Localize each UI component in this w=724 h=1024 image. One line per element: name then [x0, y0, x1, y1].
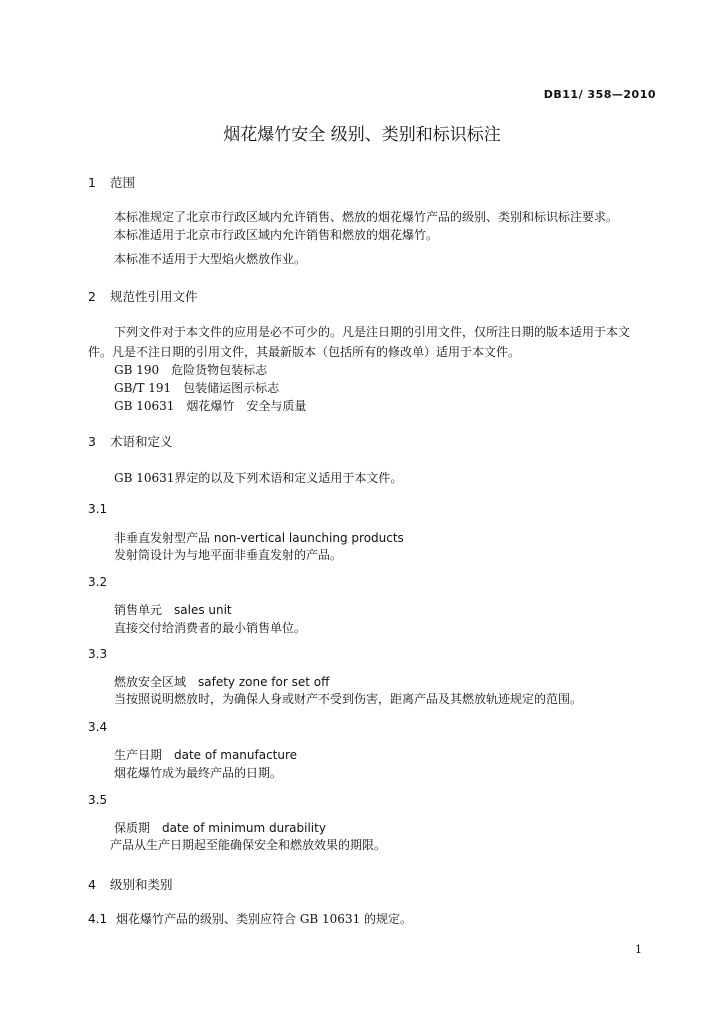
- term-definition: 当按照说明燃放时，为确保人身或财产不受到伤害，距离产品及其燃放轨迹规定的范围。: [114, 692, 583, 706]
- subsection-4-1: [88, 910, 412, 927]
- reference-item: GB 10631 烟花爆竹 安全与质量: [114, 399, 307, 413]
- section-4-heading: [88, 875, 173, 893]
- term-number: 3.2: [88, 575, 108, 589]
- reference-item: GB/T 191 包装储运图示标志: [114, 381, 280, 395]
- section-number: 3: [88, 434, 96, 449]
- section-1-paragraph-1: 本标准规定了北京市行政区域内允许销售、燃放的烟花爆竹产品的级别、类别和标识标注要求。: [114, 210, 619, 224]
- document-title: 烟花爆竹安全 级别、类别和标识标注: [223, 125, 501, 145]
- reference-item: GB 190 危险货物包装标志: [114, 363, 268, 377]
- section-title: 范围: [110, 175, 136, 190]
- section-title: 规范性引用文件: [110, 289, 198, 304]
- section-2-paragraph-line-1: 下列文件对于本文件的应用是必不可少的。凡是注日期的引用文件，仅所注日期的版本适用于本文: [114, 325, 631, 339]
- term-name: 销售单元 sales unit: [114, 603, 232, 617]
- term-number: 3.4: [88, 720, 108, 734]
- term-number: 3.5: [88, 793, 108, 807]
- term-name: 燃放安全区域 safety zone for set off: [114, 675, 330, 689]
- term-name: 非垂直发射型产品 non-vertical launching products: [114, 531, 404, 545]
- subsection-number: 4.1: [88, 912, 108, 926]
- section-3-heading: [88, 432, 173, 450]
- subsection-text: 烟花爆竹产品的级别、类别应符合 GB 10631 的规定。: [116, 912, 413, 926]
- section-1-paragraph-3: 本标准不适用于大型焰火燃放作业。: [114, 252, 307, 266]
- section-number: 4: [88, 877, 96, 892]
- term-definition: 直接交付给消费者的最小销售单位。: [114, 621, 307, 635]
- section-1-heading: [88, 173, 135, 191]
- section-1-paragraph-2: 本标准适用于北京市行政区域内允许销售和燃放的烟花爆竹。: [114, 228, 439, 242]
- term-definition: 产品从生产日期起至能确保安全和燃放效果的期限。: [110, 838, 387, 852]
- term-definition: 发射筒设计为与地平面非垂直发射的产品。: [114, 548, 343, 562]
- page-number: 1: [635, 943, 642, 956]
- section-number: 2: [88, 289, 96, 304]
- section-2-heading: [88, 287, 198, 305]
- term-number: 3.3: [88, 647, 108, 661]
- section-title: 级别和类别: [110, 877, 173, 892]
- term-name: 保质期 date of minimum durability: [114, 821, 326, 835]
- section-2-paragraph-line-2: 件。凡是不注日期的引用文件，其最新版本（包括所有的修改单）适用于本文件。: [88, 345, 521, 359]
- document-number: DB11/ 358—2010: [543, 88, 656, 101]
- section-number: 1: [88, 175, 96, 190]
- term-name: 生产日期 date of manufacture: [114, 748, 298, 762]
- term-number: 3.1: [88, 502, 108, 516]
- term-definition: 烟花爆竹成为最终产品的日期。: [114, 766, 283, 780]
- section-title: 术语和定义: [110, 434, 173, 449]
- section-3-intro: GB 10631界定的以及下列术语和定义适用于本文件。: [114, 471, 403, 485]
